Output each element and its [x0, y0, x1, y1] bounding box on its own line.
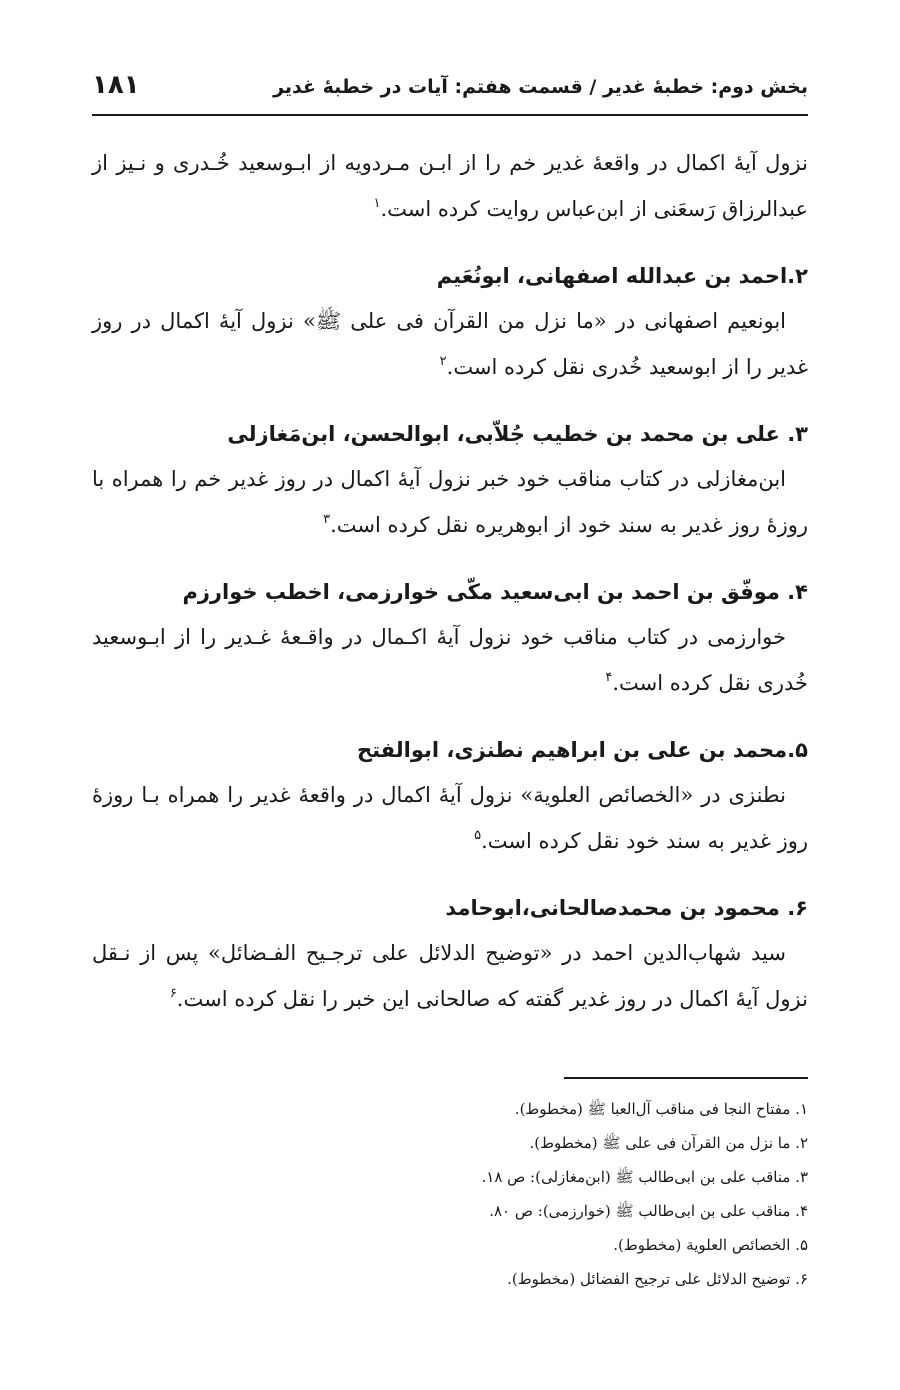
section-paragraph: [92, 614, 808, 706]
paragraph-text: ابن‌مغازلی در کتاب مناقب خود خبر نزول آیهٔ اکمال در روز غدیر خم را همراه با روزهٔ روز غدیر به سند خود از ابوهریره نقل کرده است.: [92, 467, 808, 537]
intro-paragraph: [92, 140, 808, 232]
footnote-item: ۲. ما نزل من القرآن فی علی ﷺ (مخطوط).: [529, 1134, 808, 1152]
section-heading: ۶. محمود بن محمدصالحانی،ابوحامد: [445, 896, 808, 920]
running-title: بخش دوم: خطبهٔ غدیر / قسمت هفتم: آیات در خطبهٔ غدیر: [273, 76, 808, 98]
section-paragraph: [92, 298, 808, 390]
running-header: [92, 70, 808, 116]
footnote-ref: ۲: [439, 354, 447, 369]
book-page: [92, 0, 808, 1390]
footnotes-list: [92, 1092, 808, 1296]
footnote-ref: ۶: [169, 986, 177, 1001]
footnote-item: ۴. مناقب علی بن ابی‌طالب ﷺ (خوارزمی): ص ۸۰.: [489, 1202, 808, 1220]
section-heading: ۵.محمد بن علی بن ابراهیم نطنزی، ابوالفتح: [356, 738, 808, 762]
section-paragraph: [92, 456, 808, 548]
paragraph-text: ابونعیم اصفهانی در «ما نزل من القرآن فی علی ﷺ» نزول آیهٔ اکمال در روز غدیر را از ابوسعید خُدری نقل کرده است.: [92, 309, 808, 379]
footnote-separator: [564, 1077, 808, 1079]
footnote-item: ۱. مفتاح النجا فی مناقب آل‌العبا ﷺ (مخطوط).: [514, 1100, 808, 1118]
section-paragraph: [92, 772, 808, 864]
footnote-item: ۳. مناقب علی بن ابی‌طالب ﷺ (ابن‌مغازلی): ص ۱۸.: [481, 1168, 808, 1186]
paragraph-text: نزول آیهٔ اکمال در واقعهٔ غدیر خم را از ابـن مـردویه از ابـوسعید خُـدری و نـیز از عبدالرزاق رَسعَنی از ابن‌عباس روایت کرده است.: [92, 151, 808, 221]
paragraph-text: نطنزی در «الخصائص العلویة» نزول آیهٔ اکمال در واقعهٔ غدیر را همراه بـا روزهٔ روز غدیر به سند خود نقل کرده است.: [92, 783, 808, 853]
footnote-ref: ۴: [605, 670, 613, 685]
main-text: [92, 140, 808, 1022]
page-number: ۱۸۱: [92, 70, 140, 100]
footnote-item: ۶. توضیح الدلائل علی ترجیح الفضائل (مخطوط).: [507, 1270, 808, 1288]
section-paragraph: [92, 930, 808, 1022]
paragraph-text: سید شهاب‌الدین احمد در «توضیح الدلائل علی ترجـیح الفـضائل» پس از نـقل نزول آیهٔ اکمال در روز غدیر گفته که صالحانی این خبر را نقل کرده است.: [92, 941, 808, 1011]
footnote-ref: ۳: [323, 512, 331, 527]
section-heading: ۴. موفّق بن احمد بن ابی‌سعید مکّی خوارزمی، اخطب خوارزم: [182, 580, 808, 604]
footnote-ref: ۵: [474, 828, 482, 843]
section-heading: ۳. علی بن محمد بن خطیب جُلاّبی، ابوالحسن، ابن‌مَغازلی: [227, 422, 808, 446]
section-heading: ۲.احمد بن عبدالله اصفهانی، ابونُعَیم: [436, 264, 808, 288]
footnote-ref: ۱: [373, 196, 381, 211]
footnote-item: ۵. الخصائص العلویة (مخطوط).: [613, 1236, 808, 1254]
paragraph-text: خوارزمی در کتاب مناقب خود نزول آیهٔ اکـمال در واقـعهٔ غـدیر را از ابـوسعید خُدری نقل کرده است.: [92, 625, 808, 695]
